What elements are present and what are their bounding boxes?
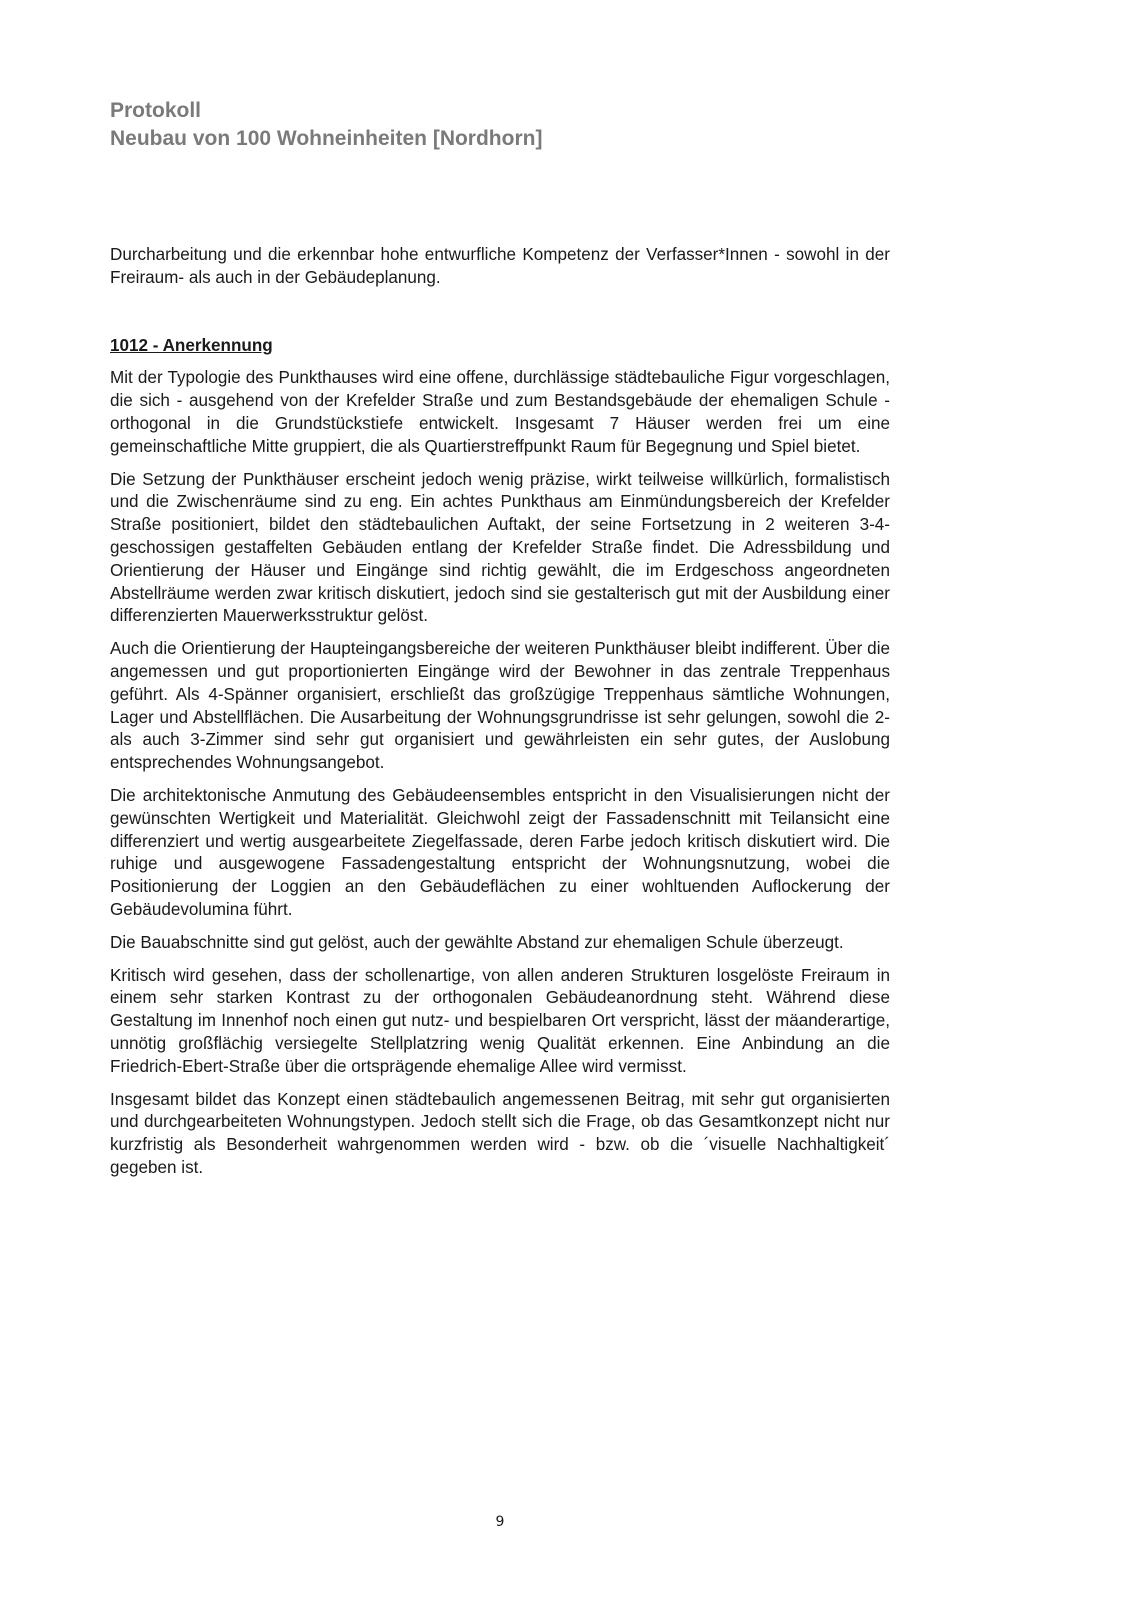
body-paragraph-6: Kritisch wird gesehen, dass der schollenartige, von allen anderen Strukturen losgelöste Freiraum in einem sehr starken Kontrast zu der orthogonalen Gebäudeanordnung steht. Während diese Gestaltung im Innenhof noch einen gut nutz- und bespielbaren Ort verspricht, lässt der mäanderartige, unnötig großflächig versiegelte Stellplatzring wenig Qualität erkennen. Eine Anbindung an die Friedrich-Ebert-Straße über die ortsprägende ehemalige Allee wird vermisst. bbox=[110, 965, 890, 1076]
document-header bbox=[110, 97, 890, 153]
body-paragraph-7: Insgesamt bildet das Konzept einen städtebaulich angemessenen Beitrag, mit sehr gut organisierten und durchgearbeiteten Wohnungstypen. Jedoch stellt sich die Frage, ob das Gesamtkonzept nicht nur kurzfristig als Besonderheit wahrgenommen werden wird - bzw. ob die ´visuelle Nachhaltigkeit´ gegeben ist. bbox=[110, 1089, 890, 1177]
body-paragraph-3: Auch die Orientierung der Haupteingangsbereiche der weiteren Punkthäuser bleibt indifferent. Über die angemessen und gut proportionierten Eingänge wird der Bewohner in das zentrale Treppenhaus geführt. Als 4-Spänner organisiert, erschließt das großzügige Treppenhaus sämtliche Wohnungen, Lager und Abstellflächen. Die Ausarbeitung der Wohnungsgrundrisse ist sehr gelungen, sowohl die 2- als auch 3-Zimmer sind sehr gut organisiert und gewährleisten ein sehr gutes, der Auslobung entsprechendes Wohnungsangebot. bbox=[110, 639, 890, 773]
intro-paragraph: Durcharbeitung und die erkennbar hohe entwurfliche Kompetenz der Verfasser*Innen - sowohl in der Freiraum- als auch in der Gebäudeplanung. bbox=[110, 245, 890, 287]
body-paragraph-4: Die architektonische Anmutung des Gebäudeensembles entspricht in den Visualisierungen nicht der gewünschten Wertigkeit und Materialität. Gleichwohl zeigt der Fassadenschnitt mit Teilansicht eine differenziert und wertig ausgearbeitete Ziegelfassade, deren Farbe jedoch kritisch diskutiert wird. Die ruhige und ausgewogene Fassadengestaltung entspricht der Wohnungsnutzung, wobei die Positionierung der Loggien an den Gebäudeflächen zu einer wohltuenden Auflockerung der Gebäudevolumina führt. bbox=[110, 785, 890, 919]
header-title: Protokoll bbox=[110, 99, 202, 122]
body-paragraph-2: Die Setzung der Punkthäuser erscheint jedoch wenig präzise, wirkt teilweise willkürlich, formalistisch und die Zwischenräume sind zu eng. Ein achtes Punkthaus am Einmündungsbereich der Krefelder Straße positioniert, bildet den städtebaulichen Auftakt, der seine Fortsetzung in 2 weiteren 3-4-geschossigen gestaffelten Gebäuden entlang der Krefelder Straße findet. Die Adressbildung und Orientierung der Häuser und Eingänge sind richtig gewählt, die im Erdgeschoss angeordneten Abstellräume werden zwar kritisch diskutiert, jedoch sind sie gestalterisch gut mit der Ausbildung einer differenzierten Mauerwerksstruktur gelöst. bbox=[110, 469, 890, 626]
section-heading: 1012 - Anerkennung bbox=[110, 335, 273, 355]
header-subtitle: Neubau von 100 Wohneinheiten [Nordhorn] bbox=[110, 127, 543, 150]
page-number: 9 bbox=[495, 1514, 505, 1530]
body-paragraph-1: Mit der Typologie des Punkthauses wird eine offene, durchlässige städtebauliche Figur vorgeschlagen, die sich - ausgehend von der Krefelder Straße und zum Bestandsgebäude der ehemaligen Schule - orthogonal in die Grundstückstiefe entwickelt. Insgesamt 7 Häuser werden frei um eine gemeinschaftliche Mitte gruppiert, die als Quartierstreffpunkt Raum für Begegnung und Spiel bietet. bbox=[110, 368, 890, 456]
body-paragraph-5: Die Bauabschnitte sind gut gelöst, auch der gewählte Abstand zur ehemaligen Schule überzeugt. bbox=[110, 932, 844, 952]
document-body bbox=[110, 244, 890, 1190]
